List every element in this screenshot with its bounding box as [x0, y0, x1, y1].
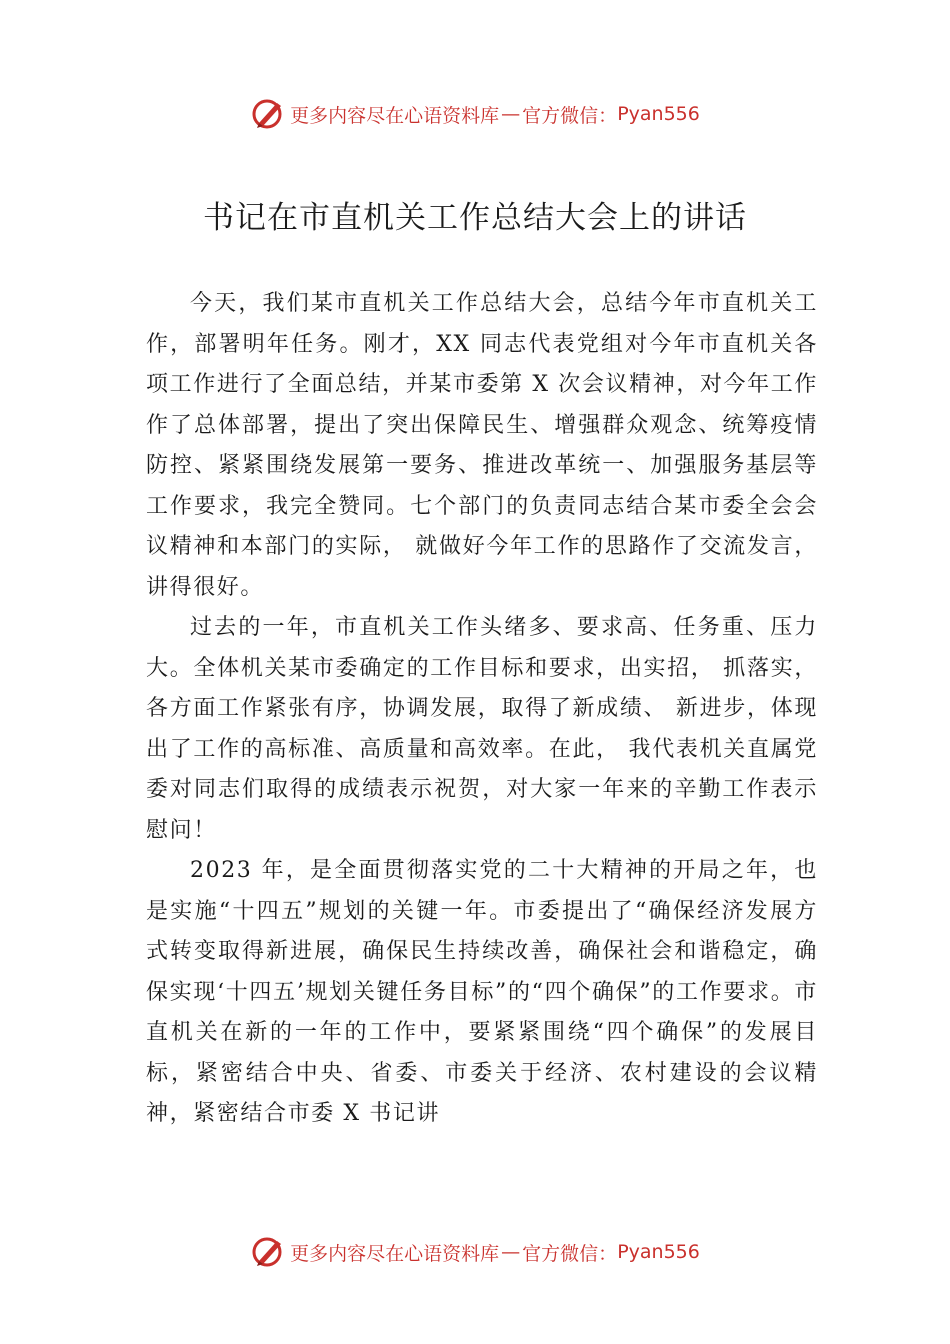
banner-slogan: 更多内容尽在心语资料库 [290, 1242, 500, 1265]
pen-in-circle-logo-icon [250, 1234, 286, 1270]
banner-separator: — [501, 1241, 521, 1263]
paragraph-3: 2023 年，是全面贯彻落实党的二十大精神的开局之年，也是实施“十四五”规划的关键一年。市委提出了“确保经济发展方式转变取得新进展，确保民生持续改善，确保社会和谐稳定，确保实现‘十四五’规划关键任务目标”的“四个确保”的工作要求。市直机关在新的一年的工作中，要紧紧围绕“四个确保”的发展目标，紧密结合中央、省委、市委关于经济、农村建设的会议精神，紧密结合市委 X 书记讲 [146, 858, 818, 1126]
paragraph-2: 过去的一年，市直机关工作头绪多、要求高、任务重、压力大。全体机关某市委确定的工作目标和要求，出实招， 抓落实，各方面工作紧张有序，协调发展，取得了新成绩、 新进步，体现出了工作的高标准、高质量和高效率。在此， 我代表机关直属党委对同志们取得的成绩表示祝贺，对大家一年来的辛勤工作表示慰问！ [146, 615, 818, 843]
document-body [146, 284, 818, 1135]
banner-slogan: 更多内容尽在心语资料库 [290, 104, 500, 127]
paragraph-1: 今天，我们某市直机关工作总结大会，总结今年市直机关工作，部署明年任务。刚才，XX 同志代表党组对今年市直机关各项工作进行了全面总结，并某市委第 X 次会议精神，对今年工作作了总体部署，提出了突出保障民生、增强群众观念、统筹疫情防控、紧紧围绕发展第一要务、推进改革统一、加强服务基层等工作要求，我完全赞同。七个部门的负责同志结合某市委全会会议精神和本部门的实际， 就做好今年工作的思路作了交流发言，讲得很好。 [146, 291, 818, 600]
document-title: 书记在市直机关工作总结大会上的讲话 [203, 200, 747, 236]
banner-wechat-id: Pyan556 [617, 1241, 700, 1263]
header-banner [0, 94, 950, 134]
banner-wechat-id: Pyan556 [617, 103, 700, 125]
footer-banner [0, 1232, 950, 1272]
banner-wechat-label: 官方微信： [522, 1242, 618, 1265]
banner-separator: — [501, 103, 521, 125]
pen-in-circle-logo-icon [250, 96, 286, 132]
banner-wechat-label: 官方微信： [522, 104, 618, 127]
